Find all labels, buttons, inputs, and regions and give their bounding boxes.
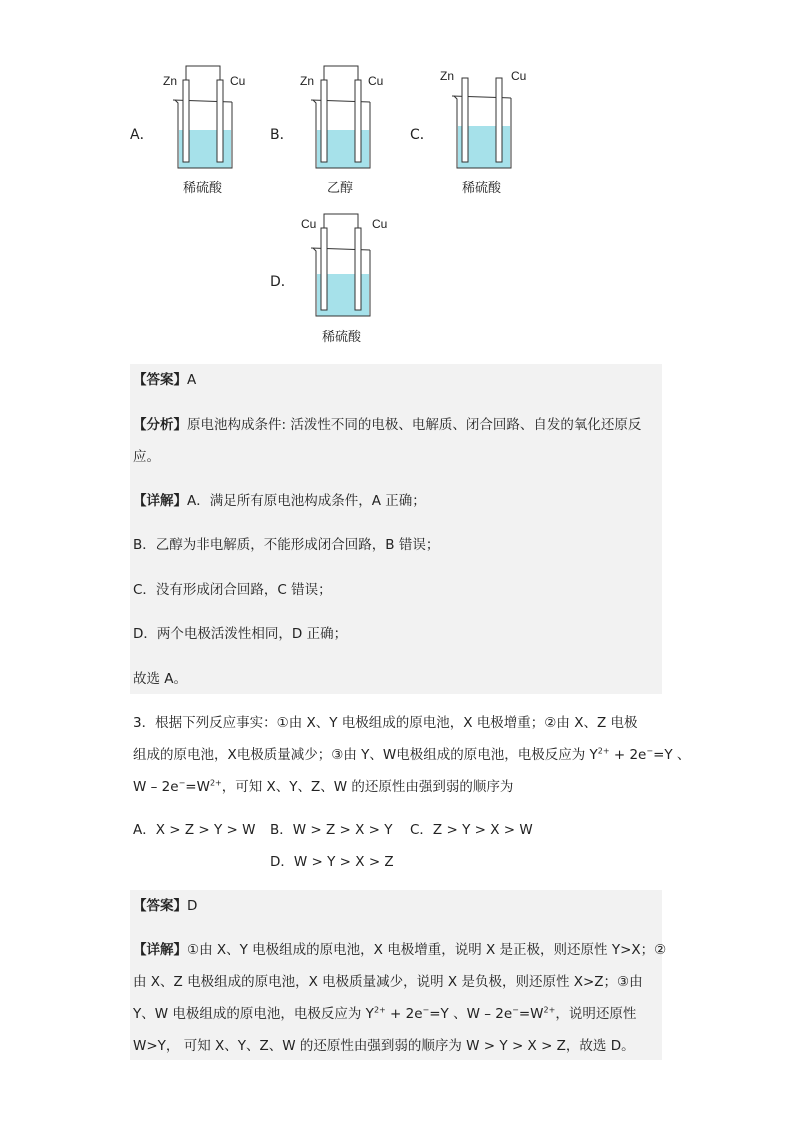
q2-detail-line-a xyxy=(133,494,426,509)
option-c-electrolyte-caption: 稀硫酸 xyxy=(462,181,502,196)
analysis-tag: 【分析】 xyxy=(133,417,187,433)
option-d-left-electrode-label: Cu xyxy=(301,217,317,231)
q3-stem-line-2 xyxy=(133,748,690,763)
q3-option-c[interactable]: C．Z > Y > X > W xyxy=(410,822,533,838)
option-d-right-electrode-label: Cu xyxy=(372,217,388,231)
charge-superscript: 2+ xyxy=(209,778,222,788)
q3-detail-line-4: W>Y， 可知 X、Y、Z、W 的还原性由强到弱的顺序为 W > Y > X > Z，故选 D。 xyxy=(133,1038,635,1054)
q2-answer-line xyxy=(133,373,196,388)
detail-text: =W xyxy=(518,1006,544,1022)
analysis-text: 原电池构成条件: 活泼性不同的电极、电解质、闭合回路、自发的氧化还原反 xyxy=(187,417,642,433)
option-a-right-electrode-label: Cu xyxy=(230,74,246,88)
charge-superscript: − xyxy=(512,1005,519,1015)
q2-detail-line-c: C．没有形成闭合回路，C 错误； xyxy=(133,582,332,598)
q3-option-b[interactable]: B．W > Z > X > Y xyxy=(270,822,393,838)
charge-superscript: − xyxy=(646,746,654,756)
option-b-right-electrode-label: Cu xyxy=(368,74,384,88)
charge-superscript: 2+ xyxy=(543,1005,556,1015)
detail-text: + 2e xyxy=(385,1006,423,1022)
detail-text: =Y 、W – 2e xyxy=(429,1006,513,1022)
answer-tag: 【答案】 xyxy=(133,372,187,388)
detail-text: ，说明还原性 xyxy=(555,1006,637,1022)
detail-tag: 【详解】 xyxy=(133,493,187,509)
q3-detail-line-1 xyxy=(133,943,666,958)
q2-detail-line-d: D．两个电极活泼性相同，D 正确； xyxy=(133,626,348,642)
charge-superscript: 2+ xyxy=(373,1005,386,1015)
beaker-diagram-c xyxy=(449,60,519,170)
charge-superscript: − xyxy=(178,778,186,788)
detail-text: Y、W 电极组成的原电池，电极反应为 Y xyxy=(133,1006,374,1022)
option-b-letter: B． xyxy=(270,127,294,143)
q2-analysis-line-1 xyxy=(133,418,641,433)
q3-stem-line-1: 3．根据下列反应事实：①由 X、Y 电极组成的原电池，X 电极增重；②由 X、Z 电极 xyxy=(133,715,638,731)
beaker-diagram-d xyxy=(308,208,378,318)
q3-stem-text: + 2e xyxy=(609,747,647,763)
q3-detail-line-3 xyxy=(133,1007,636,1022)
option-a-letter: A． xyxy=(130,127,154,143)
detail-tag: 【详解】 xyxy=(133,942,187,958)
q3-stem-text: =W xyxy=(185,779,210,795)
answer-value: A xyxy=(187,372,197,388)
option-c-letter: C． xyxy=(410,127,434,143)
beaker-diagram-b xyxy=(308,60,378,170)
q3-stem-text: =Y 、 xyxy=(653,747,691,763)
option-d-electrolyte-caption: 稀硫酸 xyxy=(322,330,362,345)
q3-detail-line-2: 由 X、Z 电极组成的原电池，X 电极质量减少，说明 X 是负极，则还原性 X>Z；③由 xyxy=(133,974,643,990)
option-c-right-electrode-label: Cu xyxy=(511,69,527,83)
option-c-left-electrode-label: Zn xyxy=(440,69,455,83)
detail-a-text: A．满足所有原电池构成条件，A 正确； xyxy=(187,493,426,509)
detail-text: ①由 X、Y 电极组成的原电池，X 电极增重，说明 X 是正极，则还原性 Y>X；② xyxy=(187,942,667,958)
q3-stem-text: W – 2e xyxy=(133,779,179,795)
beaker-diagram-a xyxy=(170,60,240,170)
option-a-left-electrode-label: Zn xyxy=(163,74,178,88)
q2-conclusion: 故选 A。 xyxy=(133,671,188,687)
option-b-left-electrode-label: Zn xyxy=(300,74,315,88)
charge-superscript: − xyxy=(422,1005,430,1015)
option-d-letter: D． xyxy=(270,274,295,290)
q3-stem-text: ，可知 X、Y、Z、W 的还原性由强到弱的顺序为 xyxy=(221,779,514,795)
charge-superscript: 2+ xyxy=(597,746,610,756)
answer-value: D xyxy=(187,898,198,914)
q3-stem-line-3 xyxy=(133,780,513,795)
q3-answer-line xyxy=(133,899,197,914)
q2-detail-line-b: B．乙醇为非电解质，不能形成闭合回路，B 错误； xyxy=(133,537,440,553)
q3-option-a[interactable]: A．X > Z > Y > W xyxy=(133,822,256,838)
answer-tag: 【答案】 xyxy=(133,898,187,914)
option-b-electrolyte-caption: 乙醇 xyxy=(327,181,354,196)
q2-analysis-line-2: 应。 xyxy=(133,449,160,465)
option-a-electrolyte-caption: 稀硫酸 xyxy=(183,181,223,196)
q3-stem-text: 组成的原电池，X电极质量减少；③由 Y、W电极组成的原电池，电极反应为 Y xyxy=(133,747,598,763)
q3-option-d[interactable]: D．W > Y > X > Z xyxy=(270,854,394,870)
q2-solution-box xyxy=(130,364,662,694)
